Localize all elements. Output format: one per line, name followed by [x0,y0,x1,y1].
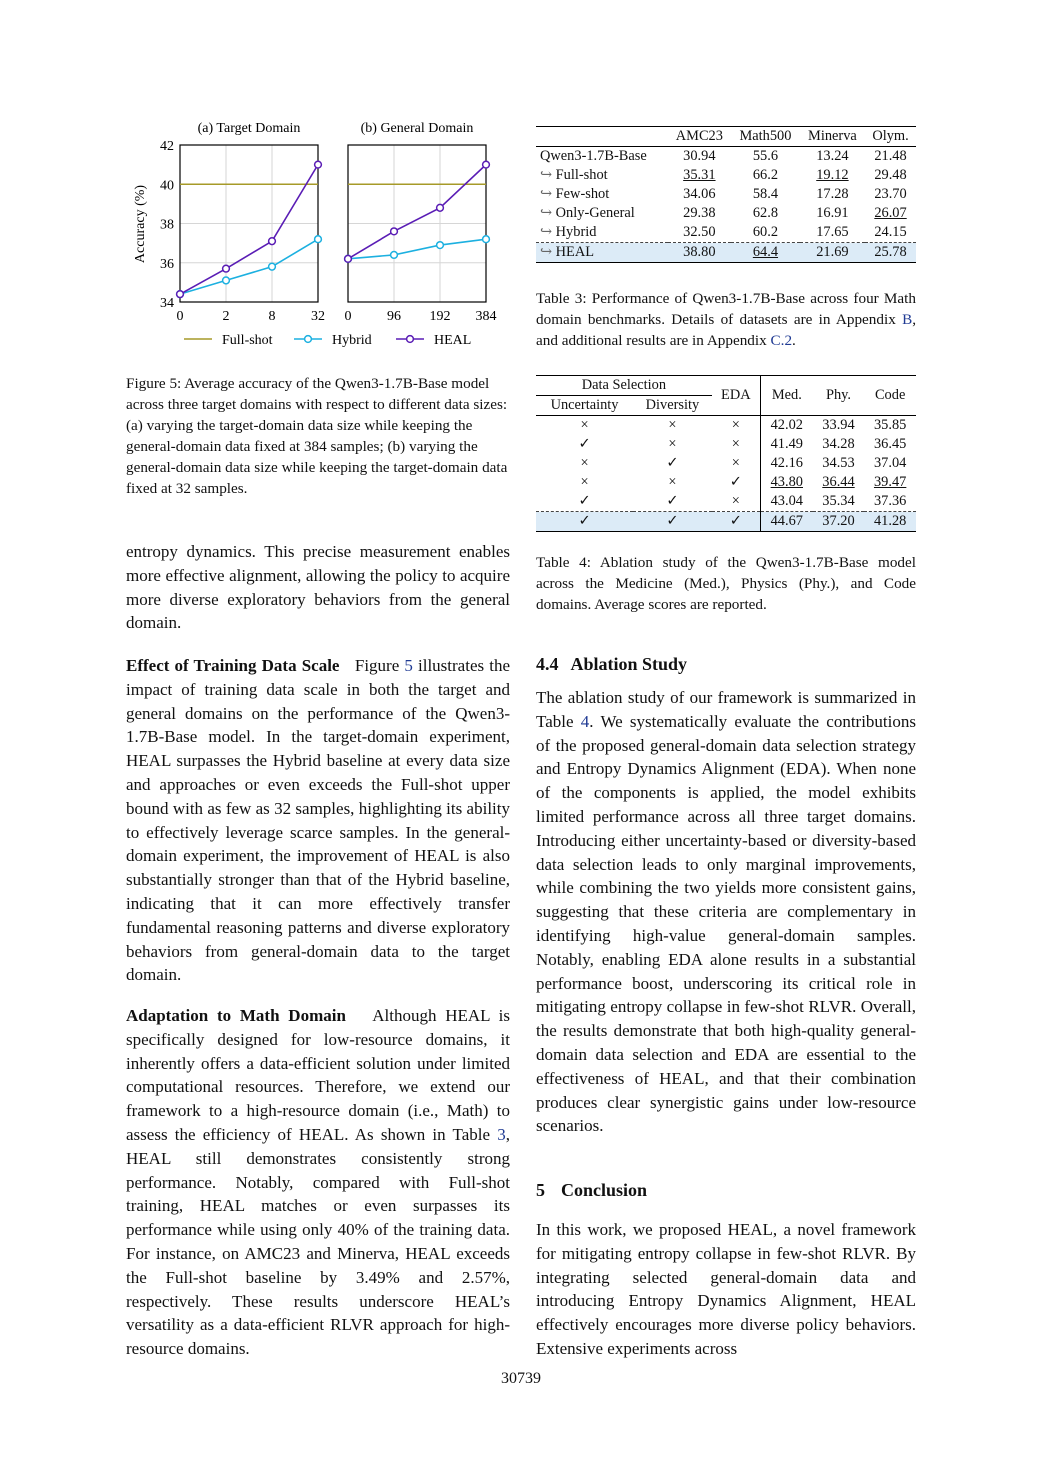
table-cell: 33.94 [822,417,855,433]
x-tick-label: 2 [222,309,230,324]
hybrid-data-point [391,252,398,259]
table-ref-link[interactable]: 4 [580,711,590,731]
heal-data-point [437,204,444,211]
metric-header: Med. [771,387,802,403]
check-mark-icon: ✓ [578,436,591,452]
paragraph-conclusion: In this work, we proposed HEAL, a novel framework for mitigating entropy collapse in few-shot RLVR. By integrating selected general-domain data and introducing Entropy Dynamics Alignment, HEAL effectively encourages more diverse policy behaviors. Extensive experiments across [536,1220,916,1358]
column-header: Math500 [739,128,792,144]
table-3-caption [536,288,916,351]
table-cell: 23.70 [874,186,907,202]
heal-data-point [391,228,398,235]
table-cell: 44.67 [760,512,812,532]
table-4-caption: Table 4: Ablation study of the Qwen3-1.7B-Base model across the Medicine (Med.), Physics (Phy.), and Code domains. Average scores are reported. [536,554,916,613]
text-run: . We systematically evaluate the contributions of the proposed general-domain data selection strategy and Entropy Dynamics Alignment (EDA). When none of the components is applied, the model exhibits limited performance across all three target domains. Introducing either uncertainty-based or diversity-based data selection leads to only marginal improvements, while combining the two yields more consistent gains, suggesting that these criteria are complementary in identifying high-value general-domain samples. Notably, enabling EDA alone results in a substantial performance boost, underscoring its critical role in mitigating entropy collapse in few-shot RLVR. Overall, the results demonstrate that both high-quality general-domain data selection and EDA are essential to the effectiveness of HEAL, and that their combination produces clear synergistic gains under low-resource scenarios. [536,711,916,1136]
hybrid-data-point [269,263,276,270]
heal-data-point [177,291,184,298]
heal-data-point [345,255,352,262]
legend-label: Full-shot [222,333,273,348]
method-name: Hybrid [555,224,597,240]
table-cell: 24.15 [874,224,907,240]
chart-legend [184,333,471,348]
hybrid-data-point [315,236,322,243]
panel-title: (a) Target Domain [197,121,301,136]
x-tick-label: 96 [387,309,401,324]
metric-header: Phy. [825,387,852,403]
x-tick-label: 0 [176,309,184,324]
hybrid-series-line [180,239,318,294]
hybrid-series-line [348,239,486,259]
heal-data-point [483,161,490,168]
uncertainty-header: Uncertainty [550,397,619,413]
section-number: 5 [536,1180,545,1200]
table-cell: 41.49 [770,436,803,452]
hybrid-data-point [223,277,230,284]
text-run: Table 3: Performance of Qwen3-1.7B-Base across four Math domain benchmarks. Details of datasets are in Appendix [536,290,916,328]
table-cell: 39.47 [873,474,907,490]
table-cell: 13.24 [816,148,849,164]
hook-arrow-icon: ↪ [540,186,556,202]
table-cell: 30.94 [683,148,716,164]
section-title: Conclusion [561,1180,648,1200]
table-cell: 32.50 [683,224,716,240]
column-header: Olym. [872,128,909,144]
table-cell: 34.06 [683,186,716,202]
table-3 [536,126,916,263]
table-cell: 37.36 [873,493,907,509]
table-cell: 26.07 [874,205,907,221]
cross-mark-icon: × [580,417,589,433]
method-name: Full-shot [555,167,608,183]
paragraph-math-domain [126,1004,510,1361]
table-row [536,454,916,473]
text-run: . [792,332,796,349]
table-row [536,166,916,185]
table-cell: 34.53 [822,455,855,471]
table-row [536,147,916,167]
hybrid-legend-marker [305,336,312,343]
table-4 [536,375,916,532]
text-run: illustrates the impact of training data scale in both the target and general domains on the performance of the Qwen3-1.7B-Base model. In the target-domain experiment, HEAL surpasses the Hybrid baseline at every data size and approaches or even exceeds the Full-shot upper bound with as few as 32 samples, highlighting its ability to effectively leverage scarce samples. In the general-domain experiment, the improvement of HEAL is also substantially stronger than that of the Hybrid baseline, indicating that it can more effectively transfer fundamental reasoning patterns and diverse exploratory behaviors from general-domain data to the target domain. [126,656,510,985]
y-tick-label: 40 [160,178,174,194]
panel-a [160,121,325,324]
panel-title: (b) General Domain [360,121,474,136]
cross-mark-icon: × [712,416,761,436]
hook-arrow-icon: ↪ [540,205,556,221]
table-cell: 55.6 [752,148,779,164]
check-mark-icon: ✓ [633,512,712,532]
table-cell: 43.80 [770,474,803,490]
table-cell: 64.4 [731,243,800,263]
cross-mark-icon: × [580,455,589,471]
text-run: The ablation study of our framework is summarized in Table [536,688,916,731]
paragraph-heading: Effect of Training Data Scale [126,656,340,675]
table-cell: 38.80 [668,243,731,263]
table-cell: 19.12 [816,167,849,183]
section-title: Ablation Study [570,654,688,674]
table-cell: 17.28 [816,186,849,202]
cross-mark-icon: × [712,435,761,454]
eda-header: EDA [712,376,761,416]
table-cell: 41.28 [864,512,916,532]
cross-mark-icon: × [580,474,589,490]
table-cell: 66.2 [752,167,779,183]
table-cell: 60.2 [752,224,779,240]
table-row [536,435,916,454]
table-row [536,512,916,532]
section-4-4-heading [536,654,687,675]
table-cell: 43.04 [770,493,803,509]
check-mark-icon: ✓ [666,493,679,509]
table-row [536,492,916,512]
hybrid-data-point [437,242,444,249]
y-tick-label: 36 [160,256,174,272]
table-cell: 37.20 [813,512,865,532]
section-5-heading [536,1180,647,1201]
paragraph-training-scale [126,654,510,987]
metric-header: Code [874,387,906,403]
table-cell: 21.48 [874,148,907,164]
table-cell: 36.45 [873,436,907,452]
x-tick-label: 8 [268,309,276,324]
table-cell: 35.34 [822,493,855,509]
table-cell: 29.38 [683,205,716,221]
text-run: Figure [354,656,405,675]
x-tick-label: 0 [344,309,352,324]
method-name: Qwen3-1.7B-Base [540,148,647,164]
row-label-header [536,127,668,147]
table-cell: 25.78 [865,243,916,263]
row-label [536,243,668,263]
row-label [536,204,668,223]
table-cell: 29.48 [874,167,907,183]
text-run: , HEAL still demonstrates consistently strong performance. Notably, compared with Full-shot training, HEAL matches or even surpasses its performance while using only 40% of the training data. For instance, on AMC23 and Minerva, HEAL exceeds the Full-shot baseline by 3.49% and 2.57%, respectively. These results underscore HEAL’s versatility as a data-efficient RLVR approach for high-resource domains. [126,1124,510,1359]
hook-arrow-icon: ↪ [540,167,556,183]
figure-5-caption: Figure 5: Average accuracy of the Qwen3-1.7B-Base model across three target domains with respect to different data sizes: (a) varying the target-domain data size while keeping the general-domain data fixed at 384 samples; (b) varying the general-domain data size while keeping the target-domain data fixed at 32 samples. [126,375,508,497]
data-selection-header: Data Selection [536,376,712,396]
paragraph-heading: Adaptation to Math Domain [126,1006,346,1025]
table-row [536,185,916,204]
paragraph-entropy: entropy dynamics. This precise measurement enables more effective alignment, allowing the policy to acquire more diverse exploratory behaviors from the general domain. [126,542,510,633]
table-cell: 35.85 [873,417,907,433]
table-cell: 36.44 [822,474,855,490]
figure-5-chart [126,112,510,362]
method-name: Only-General [555,205,635,221]
cross-mark-icon: × [668,417,677,433]
legend-label: Hybrid [332,333,372,348]
check-mark-icon: ✓ [712,512,761,532]
cross-mark-icon: × [668,436,677,452]
check-mark-icon: ✓ [712,473,761,492]
x-tick-label: 192 [429,309,451,324]
table-cell: 58.4 [752,186,779,202]
table-cell: 62.8 [752,205,779,221]
check-mark-icon: ✓ [578,493,591,509]
column-header: Minerva [808,128,857,144]
table-cell: 21.69 [800,243,865,263]
table-row [536,243,916,263]
y-axis-label: Accuracy (%) [133,184,148,264]
heal-data-point [223,265,230,272]
check-mark-icon: ✓ [536,512,633,532]
text-run: , and additional results are in Appendix [536,311,916,349]
table-row [536,416,916,436]
appendix-ref-link[interactable]: B [902,311,913,328]
y-tick-label: 38 [160,217,174,233]
row-label [536,223,668,243]
table-row [536,204,916,223]
text-run: Although HEAL is specifically designed for low-resource domains, it inherently offers a data-efficient solution under limited computational resources. Therefore, we extend our framework to a high-resource domain (i.e., Math) to assess the efficiency of HEAL. As shown in Table [126,1006,510,1144]
method-name: HEAL [555,244,595,260]
cross-mark-icon: × [712,492,761,512]
heal-legend-marker [407,336,414,343]
table-row [536,473,916,492]
table-cell: 34.28 [822,436,855,452]
diversity-header: Diversity [645,397,700,413]
section-number: 4.4 [536,654,559,674]
figure-ref-link[interactable]: 5 [404,656,413,675]
heal-series-line [348,165,486,259]
y-tick-label: 42 [160,139,174,154]
method-name: Few-shot [555,186,610,202]
row-label [536,147,668,167]
appendix-ref-link[interactable]: C.2 [770,332,793,349]
cross-mark-icon: × [668,474,677,490]
table-cell: 42.16 [770,455,803,471]
heal-data-point [269,238,276,245]
cross-mark-icon: × [712,454,761,473]
table-row [536,223,916,243]
paragraph-ablation [536,686,916,1138]
page-number: 30739 [501,1370,541,1387]
check-mark-icon: ✓ [666,455,679,471]
hybrid-data-point [483,236,490,243]
table-cell: 17.65 [816,224,849,240]
x-tick-label: 384 [475,309,497,324]
table-cell: 16.91 [816,205,849,221]
row-label [536,166,668,185]
hook-arrow-icon: ↪ [540,244,556,260]
table-ref-link[interactable]: 3 [497,1124,506,1144]
table-cell: 35.31 [683,167,716,183]
heal-data-point [315,161,322,168]
panel-b [345,121,497,324]
hook-arrow-icon: ↪ [540,224,556,240]
x-tick-label: 32 [311,309,325,324]
y-tick-label: 34 [160,296,174,311]
column-header: AMC23 [675,128,723,144]
legend-label: HEAL [434,333,472,348]
table-cell: 42.02 [770,417,803,433]
row-label [536,185,668,204]
table-cell: 37.04 [873,455,907,471]
